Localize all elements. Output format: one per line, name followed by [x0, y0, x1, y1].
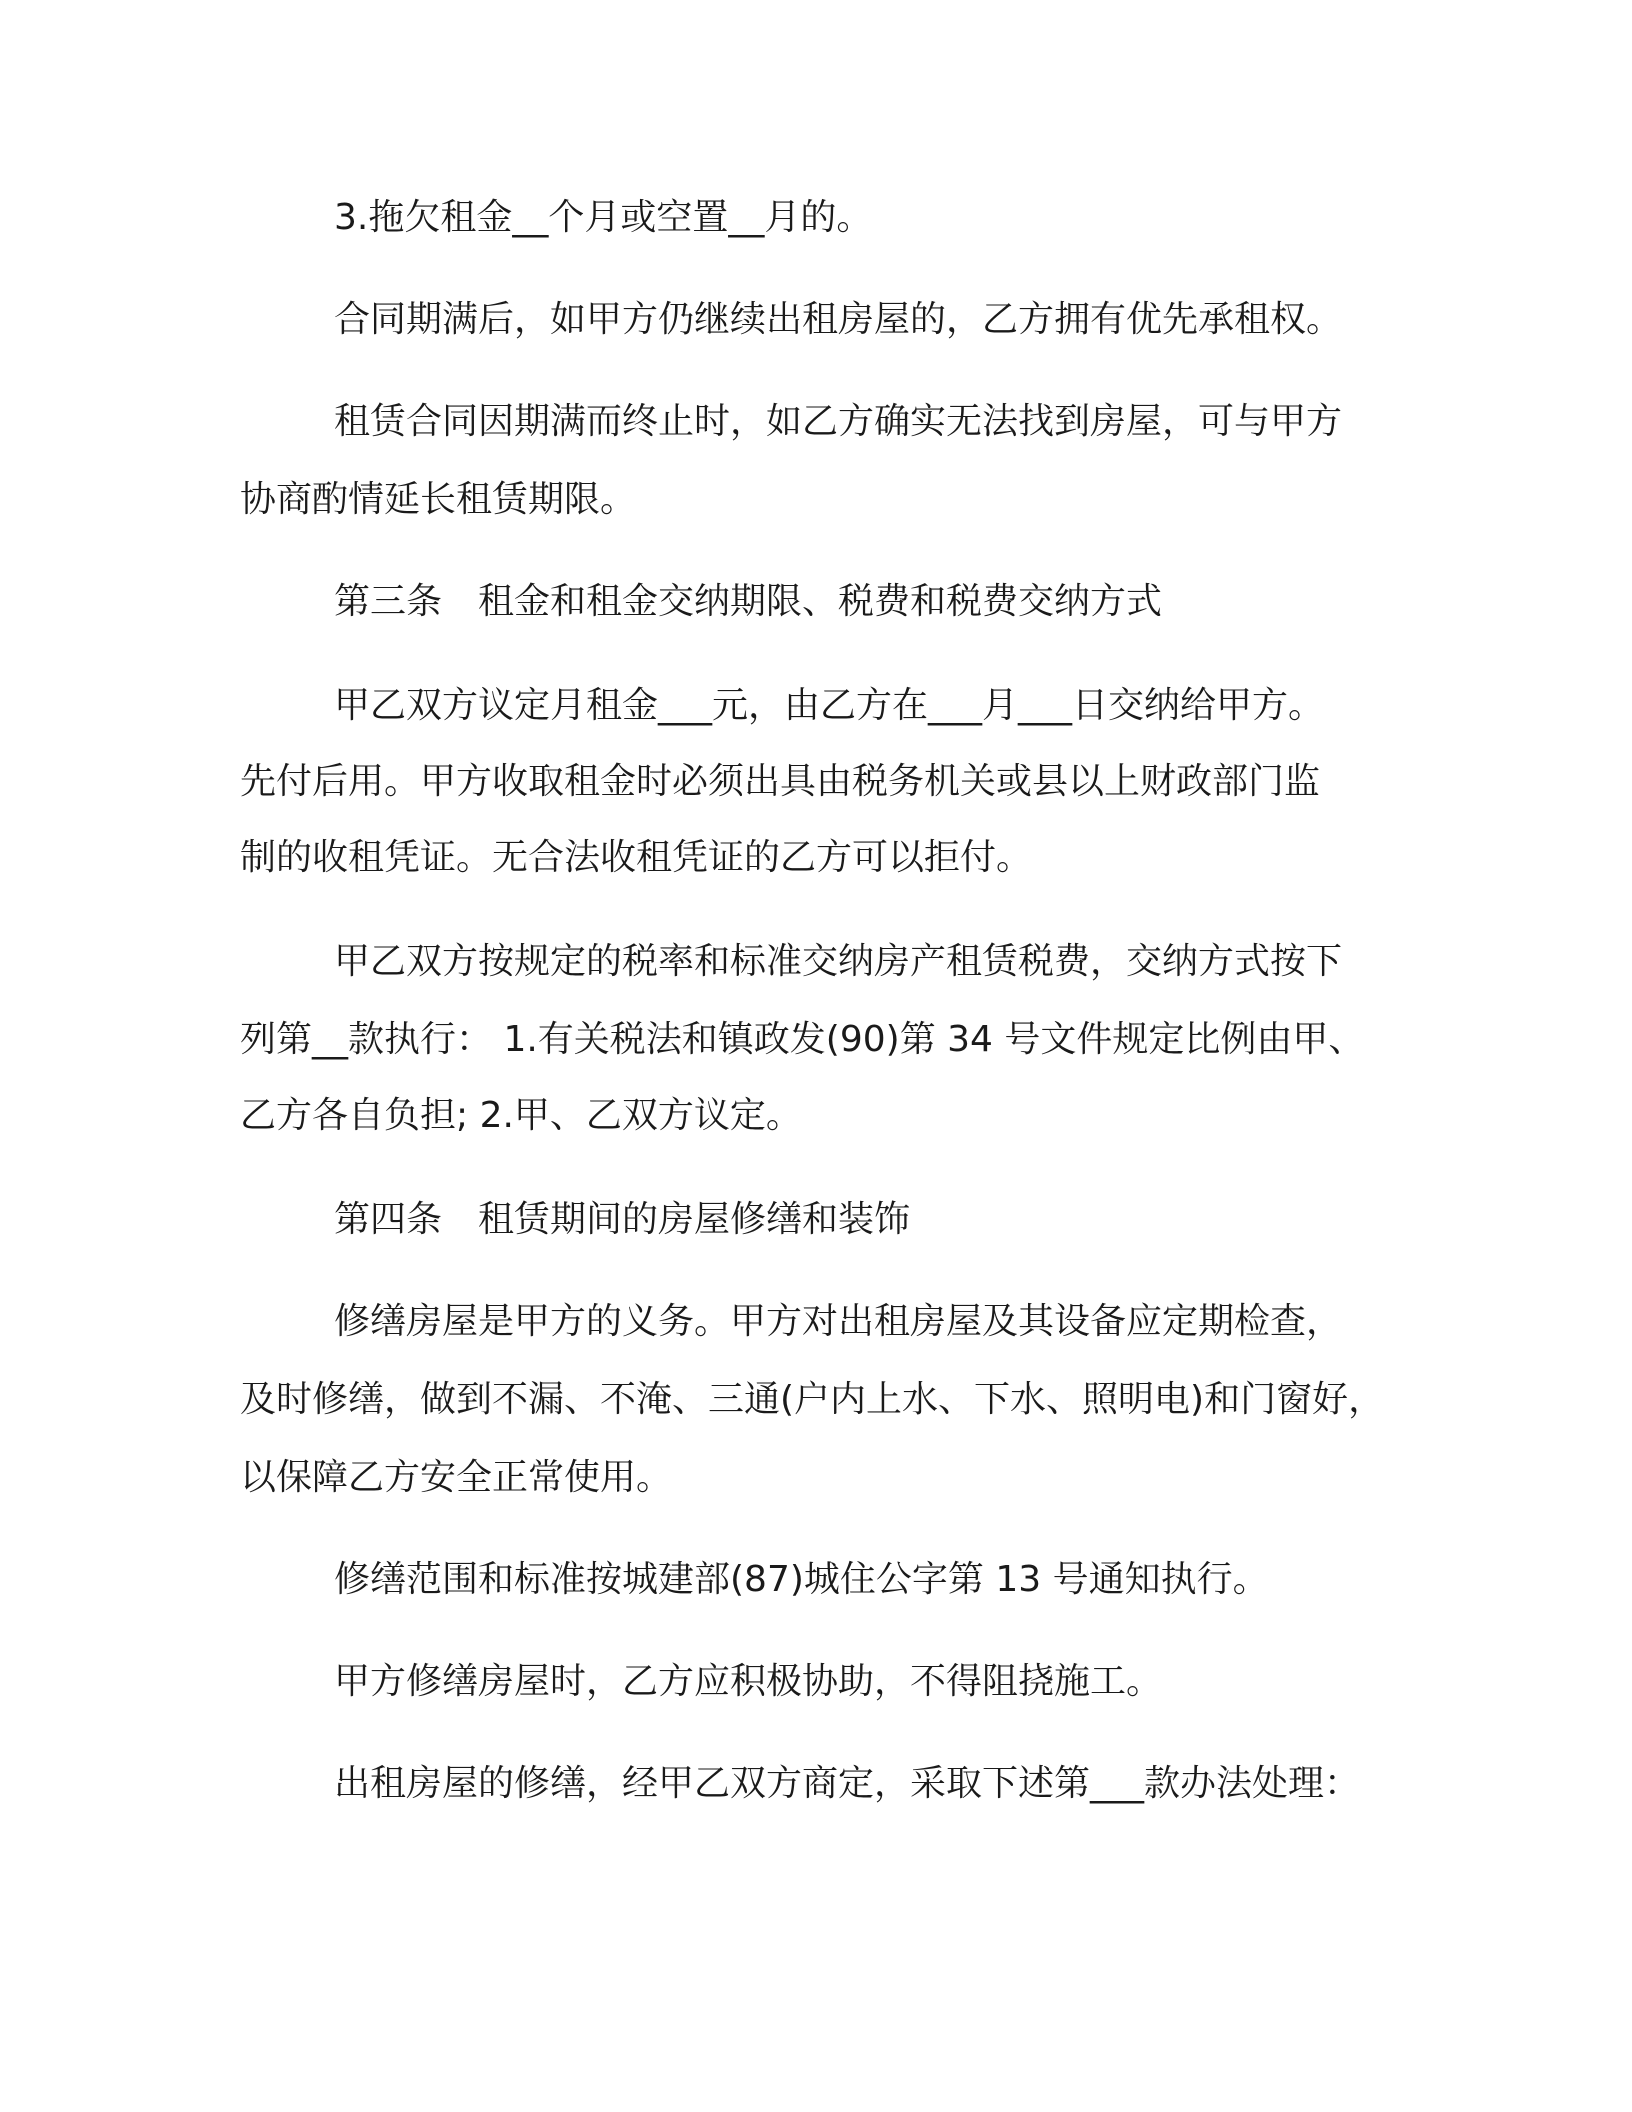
article-3-heading: 第三条 租金和租金交纳期限、税费和税费交纳方式 [334, 581, 1163, 622]
paragraph-tax-line-2: 列第__款执行： 1.有关税法和镇政发(90)第 34 号文件规定比例由甲、 [240, 1019, 1365, 1060]
paragraph-tenant-assist: 甲方修缮房屋时，乙方应积极协助，不得阻挠施工。 [334, 1661, 1163, 1702]
paragraph-tax-line-3: 乙方各自负担; 2.甲、乙双方议定。 [240, 1095, 802, 1136]
article-4-heading: 第四条 租赁期间的房屋修缮和装饰 [334, 1199, 911, 1240]
paragraph-extension-line-2: 协商酌情延长租赁期限。 [240, 479, 637, 520]
clause-item-3: 3.拖欠租金__个月或空置__月的。 [334, 197, 873, 238]
paragraph-repair-method: 出租房屋的修缮，经甲乙双方商定，采取下述第___款办法处理： [334, 1763, 1361, 1804]
paragraph-rent-line-1: 甲乙双方议定月租金___元，由乙方在___月___日交纳给甲方。 [334, 685, 1325, 726]
paragraph-repair-line-1: 修缮房屋是甲方的义务。甲方对出租房屋及其设备应定期检查， [334, 1301, 1343, 1342]
paragraph-extension-line-1: 租赁合同因期满而终止时，如乙方确实无法找到房屋，可与甲方 [334, 401, 1343, 442]
paragraph-priority-lease: 合同期满后，如甲方仍继续出租房屋的，乙方拥有优先承租权。 [334, 299, 1343, 340]
paragraph-repair-scope: 修缮范围和标准按城建部(87)城住公字第 13 号通知执行。 [334, 1559, 1269, 1600]
paragraph-repair-line-3: 以保障乙方安全正常使用。 [240, 1457, 673, 1498]
paragraph-rent-line-3: 制的收租凭证。无合法收租凭证的乙方可以拒付。 [240, 837, 1033, 878]
paragraph-rent-line-2: 先付后用。甲方收取租金时必须出具由税务机关或县以上财政部门监 [240, 761, 1321, 802]
paragraph-tax-line-1: 甲乙双方按规定的税率和标准交纳房产租赁税费，交纳方式按下 [334, 941, 1343, 982]
paragraph-repair-line-2: 及时修缮，做到不漏、不淹、三通(户内上水、下水、照明电)和门窗好， [240, 1379, 1385, 1420]
